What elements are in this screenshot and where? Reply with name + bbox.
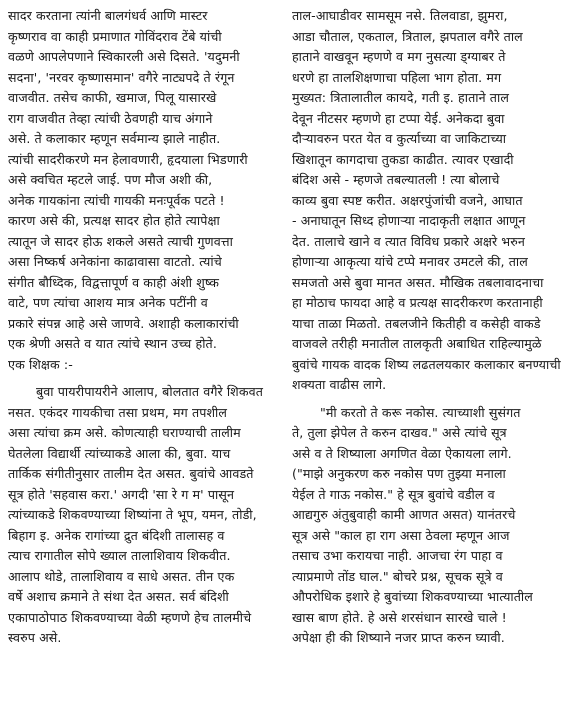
- text-line: सूत्र होते 'सहवास करा.' अगदी 'सा रे ग म' पासून: [8, 486, 235, 502]
- text-line: याचा ताळा मिळतो. तबलजीने कितीही व कसेही वाकडे: [292, 315, 541, 331]
- text-line: अपेक्षा ही की शिष्याने नजर प्राप्त करुन घ्यावी.: [292, 630, 505, 645]
- text-line: येईल ते गाऊ नकोस." हे सूत्र बुवांचे वडील व: [292, 486, 495, 502]
- text-line: काव्य बुवा स्पष्ट करीत. अक्षरपुंजांची वजने, आघात: [292, 192, 523, 208]
- text-line: देवून नीटसर म्हणणे हा टप्पा येई. अनेकदा बुवा: [292, 110, 505, 126]
- text-line: त्यातून जे सादर होऊ शकले असते त्याची गुणवत्ता: [8, 233, 233, 249]
- text-line: घेतलेला विद्यार्थी त्यांच्याकडे आला की, बुवा. याच: [8, 445, 231, 461]
- text-line: आलाप थोडे, तालाशिवाय व साधे असत. तीन एक: [8, 568, 235, 584]
- text-line: त्यांच्याकडे शिकवण्याच्या शिष्यांना ते भूप, यमन, तोडी,: [8, 507, 257, 522]
- text-line: असे व ते शिष्याला अगणित वेळा ऐकायला लागे.: [292, 445, 512, 461]
- text-line: ("माझे अनुकरण करु नकोस पण तुझ्या मनाला: [292, 466, 506, 481]
- text-line: हाताने वाखवून म्हणणे व मग नुसत्या ड्ग्याबर ते: [292, 49, 506, 64]
- text-line: कारण असे की, प्रत्यक्ष सादर होत होते त्यापेक्षा: [8, 213, 220, 228]
- text-line: असे. ते कलाकार म्हणून सर्वमान्य झाले नाहीत.: [8, 131, 221, 146]
- text-line: वर्षे अशाच क्रमाने ते संथा देत असत. सर्व बंदिशी: [8, 589, 229, 604]
- text-line: खिशातून कागदाचा तुकडा काढीत. त्यावर एखादी: [292, 151, 514, 167]
- text-line: हा मोठाच फायदा आहे व प्रत्यक्ष सादरीकरण करतानाही: [292, 295, 543, 310]
- text-line: तसाच उभा करायचा नाही. आजचा रंग पाहा व: [292, 548, 503, 563]
- text-line: अनेक गायकांना त्यांची गायकी मनःपूर्वक पटते !: [8, 192, 225, 208]
- left-text-column: [8, 6, 276, 649]
- text-line: असा निष्कर्ष अनेकांना काढावासा वाटतो. त्यांचे: [8, 254, 222, 269]
- text-line: बंदिश असे - म्हणजे तबल्यातली ! त्या बोलाचे: [292, 172, 500, 187]
- text-line: संगीत बौध्दिक, विद्वत्तापूर्ण व काही अंशी शुष्क: [8, 274, 219, 290]
- text-line: ताल-आघाडीवर सामसूम नसे. तिलवाडा, झुमरा,: [292, 8, 508, 23]
- text-line: धरणे हा तालशिक्षणाचा पहिला भाग होता. मग: [292, 69, 502, 85]
- text-line: त्याच रागातील सोपे ख्याल तालाशिवाय शिकवीत.: [8, 548, 231, 563]
- text-line: राग वाजवीत तेव्हा त्यांची ठेवणही याच अंगाने: [8, 110, 213, 126]
- text-line: आद्यगुरु अंतुबुवाही कामी आणत असत) यानंतरचे: [292, 507, 516, 522]
- text-line: ते, तुला झेपेल ते करुन दाखव." असे त्यांचे सूत्र: [292, 425, 507, 440]
- text-line: खास बाण होते. हे असे शरसंधान सारखे चाले !: [292, 609, 507, 625]
- text-line: प्रकारे संपन्न आहे असे जाणवे. अशाही कलाकारांची: [8, 315, 239, 331]
- text-line: सूत्र असे "काल हा राग असा ठेवला म्हणून आज: [292, 527, 510, 543]
- text-line: स्वरुप असे.: [8, 630, 62, 645]
- text-line: कृष्णराव वा काही प्रमाणात गोविंदराव टेंबे यांची: [8, 28, 222, 44]
- text-line: असे क्वचित म्हटले जाई. पण मौज अशी की,: [8, 172, 213, 187]
- text-line: आडा चौताल, एकताल, त्रिताल, झपताल वगैरे ताल: [292, 28, 523, 44]
- text-line: "मी करतो ते करू नकोस. त्याच्याशी सुसंगत: [320, 404, 521, 420]
- text-line: मुख्यत: त्रितालातील कायदे, गती इ. हाताने ताल: [292, 90, 509, 105]
- text-line: त्याप्रमाणे तोंड घाल." बोचरे प्रश्न, सूचक सूत्रे व: [292, 568, 503, 584]
- text-line: बुवा पायरीपायरीने आलाप, बोलतात वगैरे शिकवत: [36, 384, 263, 399]
- text-line: वळणे आपलेपणाने स्विकारली असे दिसते. 'यदुमनी: [8, 49, 240, 64]
- text-line: बुवांचे गायक वादक शिष्य लढतलयकार कलाकार बनण्याची: [292, 356, 561, 372]
- text-line: एक श्रेणी असते व यात त्यांचे स्थान उच्च होते.: [8, 336, 217, 351]
- text-line: बिहाग इ. अनेक रागांच्या द्रुत बंदिशी तालासह व: [8, 527, 225, 543]
- text-line: दौऱ्यावरुन परत येत व कुर्त्याच्या वा जाकिटाच्या: [292, 131, 507, 146]
- text-line: सदना', 'नरवर कृष्णासमान' वगैरे नाट्यपदे ते रंगून: [8, 69, 235, 85]
- text-line: होणाऱ्या आकृत्या यांचे टप्पे मनावर उमटले की, ताल: [292, 254, 528, 269]
- text-line: नसत. एकंदर गायकीचा तसा प्रथम, मग तपशील: [8, 404, 228, 420]
- text-line: एकापाठोपाठ शिकवण्याच्या वेळी म्हणणे हेच तालमीचे: [8, 609, 252, 625]
- text-line: - अनाघातून सिध्द होणाऱ्या नादाकृती लक्षात आणून: [292, 213, 526, 228]
- text-line: वाजवीत. तसेच काफी, खमाज, पिलू यासारखे: [8, 90, 217, 105]
- text-line: शक्यता वाढीस लागे.: [292, 377, 387, 392]
- text-line: वाटे, पण त्यांचा आशय मात्र अनेक पटींनी व: [8, 295, 208, 310]
- right-text-column: [292, 6, 560, 649]
- paragraph-gap: [292, 396, 560, 403]
- paragraph-gap: [8, 375, 276, 382]
- text-line: त्यांची सादरीकरणे मन हेलावणारी, हृदयाला भिडणारी: [8, 151, 248, 167]
- text-line: समजतो असे बुवा मानत असत. मौखिक तबलावादनाचा: [292, 274, 544, 290]
- text-line: देत. तालाचे खाने व त्यात विविध प्रकारे अक्षरे भरुन: [292, 233, 525, 249]
- text-line: असा त्यांचा क्रम असे. कोणत्याही घराण्याची तालीम: [8, 425, 241, 440]
- text-line: वाजवले तरीही मनातील तालकृती अबाधित राहिल्यामुळे: [292, 336, 542, 351]
- section-heading: एक शिक्षक :-: [8, 356, 73, 372]
- text-line: सादर करताना त्यांनी बालगंधर्व आणि मास्टर: [8, 8, 208, 23]
- text-line: तार्किक संगीतीनुसार तालीम देत असत. बुवांचे आवडते: [8, 466, 254, 481]
- text-line: औपरोधिक इशारे हे बुवांच्या शिकवण्याच्या भात्यातील: [292, 589, 533, 604]
